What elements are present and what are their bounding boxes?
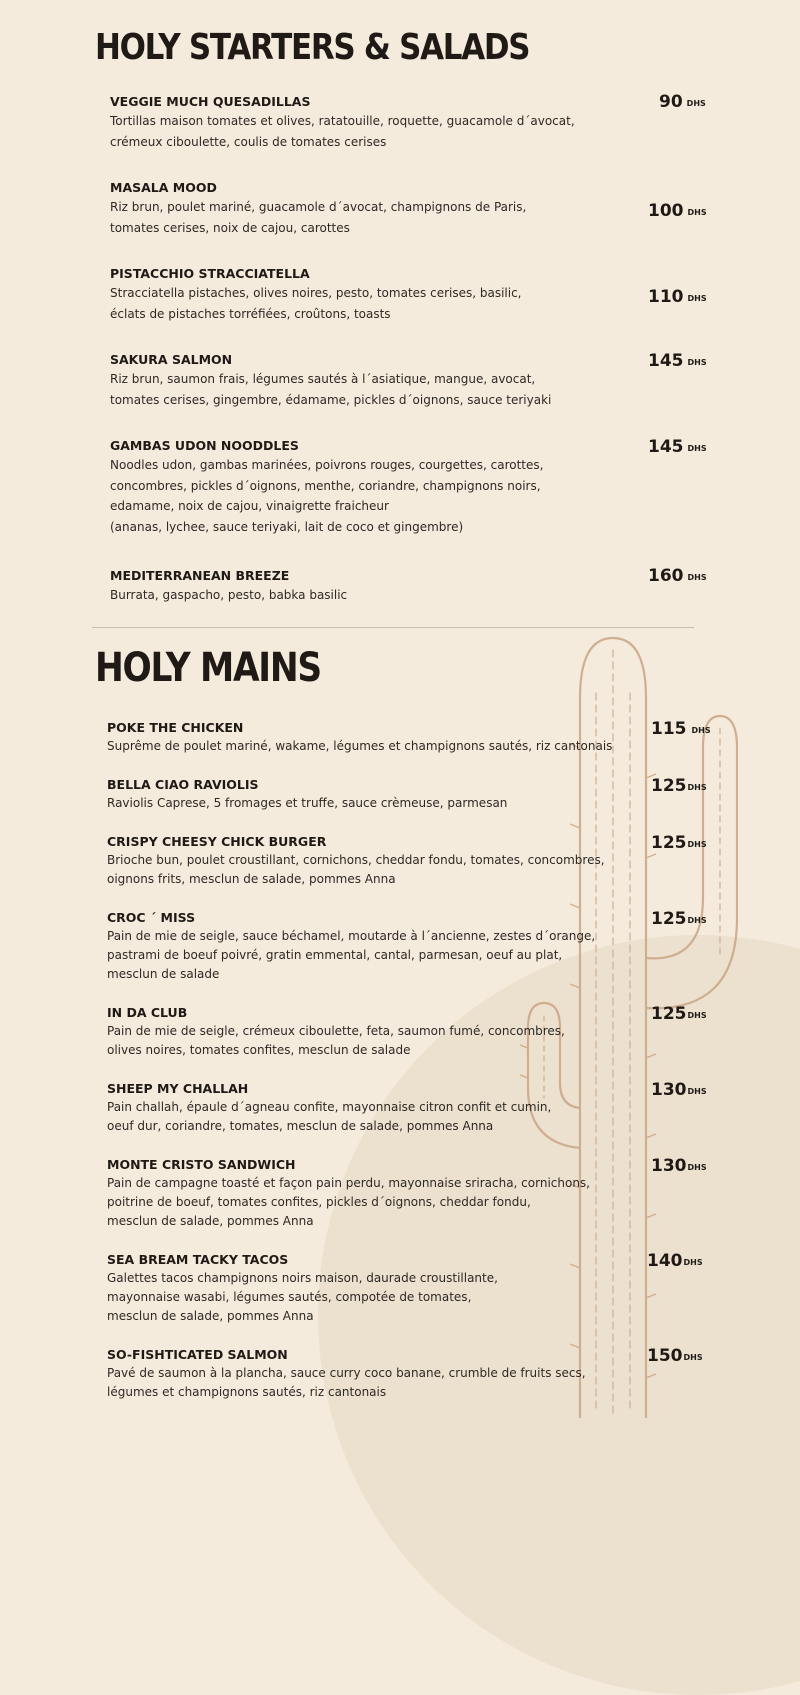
menu-item-desc-line: olives noires, tomates confites, mesclun de salade	[107, 1043, 411, 1057]
starters-section-title: HOLY STARTERS & SALADS	[95, 27, 530, 68]
price-unit: DHS	[691, 726, 711, 735]
menu-item-desc-line: Riz brun, saumon frais, légumes sautés à l´asiatique, mangue, avocat,	[110, 372, 536, 386]
menu-item-name: VEGGIE MUCH QUESADILLAS	[110, 94, 311, 109]
price-unit: DHS	[687, 916, 707, 925]
menu-item-name: IN DA CLUB	[107, 1005, 188, 1020]
menu-item-name: MONTE CRISTO SANDWICH	[107, 1157, 296, 1172]
price-unit: DHS	[687, 840, 707, 849]
price-value: 145	[648, 351, 684, 371]
price-unit: DHS	[687, 1163, 707, 1172]
menu-item-desc-line: poitrine de boeuf, tomates confites, pickles d´oignons, cheddar fondu,	[107, 1195, 531, 1209]
menu-item-price	[648, 287, 707, 309]
menu-item-desc-line: Pain challah, épaule d´agneau confite, mayonnaise citron confit et cumin,	[107, 1100, 552, 1114]
price-unit: DHS	[683, 1353, 703, 1362]
menu-item-desc-line: oeuf dur, coriandre, tomates, mesclun de salade, pommes Anna	[107, 1119, 494, 1133]
menu-item-desc-line: Noodles udon, gambas marinées, poivrons rouges, courgettes, carottes,	[110, 458, 544, 472]
menu-item-desc-line: Galettes tacos champignons noirs maison, daurade croustillante,	[107, 1271, 498, 1285]
menu-item-price	[648, 437, 707, 459]
menu-item-desc-line: tomates cerises, noix de cajou, carottes	[110, 220, 350, 235]
menu-item-desc-line: tomates cerises, gingembre, édamame, pickles d´oignons, sauce teriyaki	[110, 392, 552, 407]
menu-item-name: MEDITERRANEAN BREEZE	[110, 568, 290, 583]
price-unit: DHS	[687, 358, 707, 367]
menu-item	[110, 351, 551, 410]
menu-item-price	[651, 909, 707, 931]
menu-item	[107, 1004, 565, 1060]
price-unit: DHS	[687, 1087, 707, 1096]
menu-item-price	[648, 351, 707, 373]
menu-item-desc-line: Pain de mie de seigle, sauce béchamel, moutarde à l´ancienne, zestes d´orange,	[107, 929, 596, 943]
menu-item-desc-line: éclats de pistaches torréfiées, croûtons, toasts	[110, 306, 391, 321]
menu-item-desc-line: edamame, noix de cajou, vinaigrette fraicheur	[110, 499, 389, 513]
menu-item	[107, 776, 507, 813]
menu-item-name: CRISPY CHEESY CHICK BURGER	[107, 834, 327, 849]
menu-item-desc-line: (ananas, lychee, sauce teriyaki, lait de coco et gingembre)	[110, 519, 464, 534]
menu-item-desc-line: Riz brun, poulet mariné, guacamole d´avocat, champignons de Paris,	[110, 200, 527, 214]
section-divider	[92, 627, 694, 628]
menu-item-price	[647, 1251, 703, 1273]
price-unit: DHS	[687, 573, 707, 582]
menu-item-name: POKE THE CHICKEN	[107, 720, 244, 735]
price-unit: DHS	[687, 783, 707, 792]
menu-item-name: SHEEP MY CHALLAH	[107, 1081, 249, 1096]
menu-item-desc-line: Stracciatella pistaches, olives noires, pesto, tomates cerises, basilic,	[110, 286, 522, 300]
menu-item-name: SEA BREAM TACKY TACOS	[107, 1252, 289, 1267]
menu-item-name: SO-FISHTICATED SALMON	[107, 1347, 288, 1362]
menu-item	[110, 265, 522, 324]
menu-item-desc-line: mesclun de salade	[107, 967, 220, 981]
menu-item-desc-line: mayonnaise wasabi, légumes sautés, compotée de tomates,	[107, 1290, 472, 1304]
menu-item	[107, 1251, 498, 1326]
menu-item	[110, 93, 575, 152]
menu-item-name: BELLA CIAO RAVIOLIS	[107, 777, 259, 792]
price-value: 125	[651, 833, 687, 853]
menu-item-desc-line: pastrami de boeuf poivré, gratin emmental, cantal, parmesan, oeuf au plat,	[107, 948, 563, 962]
menu-item-price	[651, 1156, 707, 1178]
menu-item-price	[648, 201, 707, 223]
menu-item-desc-line: crémeux ciboulette, coulis de tomates cerises	[110, 134, 387, 149]
menu-item-name: MASALA MOOD	[110, 180, 217, 195]
menu-item	[107, 1080, 551, 1136]
menu-item-desc-line: mesclun de salade, pommes Anna	[107, 1214, 314, 1228]
menu-item-price	[651, 719, 711, 741]
menu-item	[110, 567, 347, 606]
menu-item-name: GAMBAS UDON NOODDLES	[110, 438, 299, 453]
menu-item-name: PISTACCHIO STRACCIATELLA	[110, 266, 310, 281]
menu-item-desc-line: oignons frits, mesclun de salade, pommes Anna	[107, 872, 396, 886]
price-value: 150	[647, 1346, 683, 1366]
menu-item	[107, 1156, 590, 1231]
menu-item-name: SAKURA SALMON	[110, 352, 233, 367]
menu-item-price	[659, 92, 706, 114]
price-value: 160	[648, 566, 684, 586]
price-value: 100	[648, 201, 684, 221]
menu-item-desc-line: Suprême de poulet mariné, wakame, légumes et champignons sautés, riz cantonais	[107, 739, 613, 753]
price-value: 115	[651, 719, 687, 739]
menu-item-price	[651, 776, 707, 798]
menu-item-desc-line: Brioche bun, poulet croustillant, cornichons, cheddar fondu, tomates, concombres,	[107, 853, 605, 867]
price-value: 130	[651, 1156, 687, 1176]
menu-item-price	[648, 566, 707, 588]
menu-item-desc-line: Tortillas maison tomates et olives, ratatouille, roquette, guacamole d´avocat,	[110, 114, 575, 128]
price-value: 110	[648, 287, 684, 307]
price-value: 90	[659, 92, 683, 112]
menu-item-desc-line: légumes et champignons sautés, riz cantonais	[107, 1385, 387, 1399]
menu-item-desc-line: concombres, pickles d´oignons, menthe, coriandre, champignons noirs,	[110, 478, 541, 493]
menu-item	[107, 1346, 586, 1402]
mains-section-title: HOLY MAINS	[95, 645, 321, 691]
price-unit: DHS	[687, 1011, 707, 1020]
price-value: 125	[651, 909, 687, 929]
menu-item-desc-line: Pain de mie de seigle, crémeux ciboulette, feta, saumon fumé, concombres,	[107, 1024, 565, 1038]
menu-item-desc-line: Burrata, gaspacho, pesto, babka basilic	[110, 588, 348, 602]
price-unit: DHS	[686, 99, 706, 108]
price-unit: DHS	[687, 294, 707, 303]
price-value: 125	[651, 1004, 687, 1024]
menu-item-desc-line: Pavé de saumon à la plancha, sauce curry coco banane, crumble de fruits secs,	[107, 1366, 586, 1380]
menu-item	[107, 909, 595, 984]
price-unit: DHS	[687, 208, 707, 217]
menu-item	[110, 179, 526, 238]
menu-item-price	[651, 1080, 707, 1102]
menu-item-desc-line: mesclun de salade, pommes Anna	[107, 1309, 314, 1323]
price-unit: DHS	[687, 444, 707, 453]
menu-item-name: CROC ´ MISS	[107, 910, 196, 925]
price-value: 145	[648, 437, 684, 457]
menu-item-desc-line: Pain de campagne toasté et façon pain perdu, mayonnaise sriracha, cornichons,	[107, 1176, 590, 1190]
menu-item-price	[651, 833, 707, 855]
price-unit: DHS	[683, 1258, 703, 1267]
menu-item	[107, 719, 612, 756]
menu-item	[107, 833, 605, 889]
menu-item	[110, 437, 543, 537]
price-value: 140	[647, 1251, 683, 1271]
menu-item-price	[651, 1004, 707, 1026]
price-value: 125	[651, 776, 687, 796]
price-value: 130	[651, 1080, 687, 1100]
menu-item-desc-line: Raviolis Caprese, 5 fromages et truffe, sauce crèmeuse, parmesan	[107, 796, 508, 810]
menu-item-price	[647, 1346, 703, 1368]
